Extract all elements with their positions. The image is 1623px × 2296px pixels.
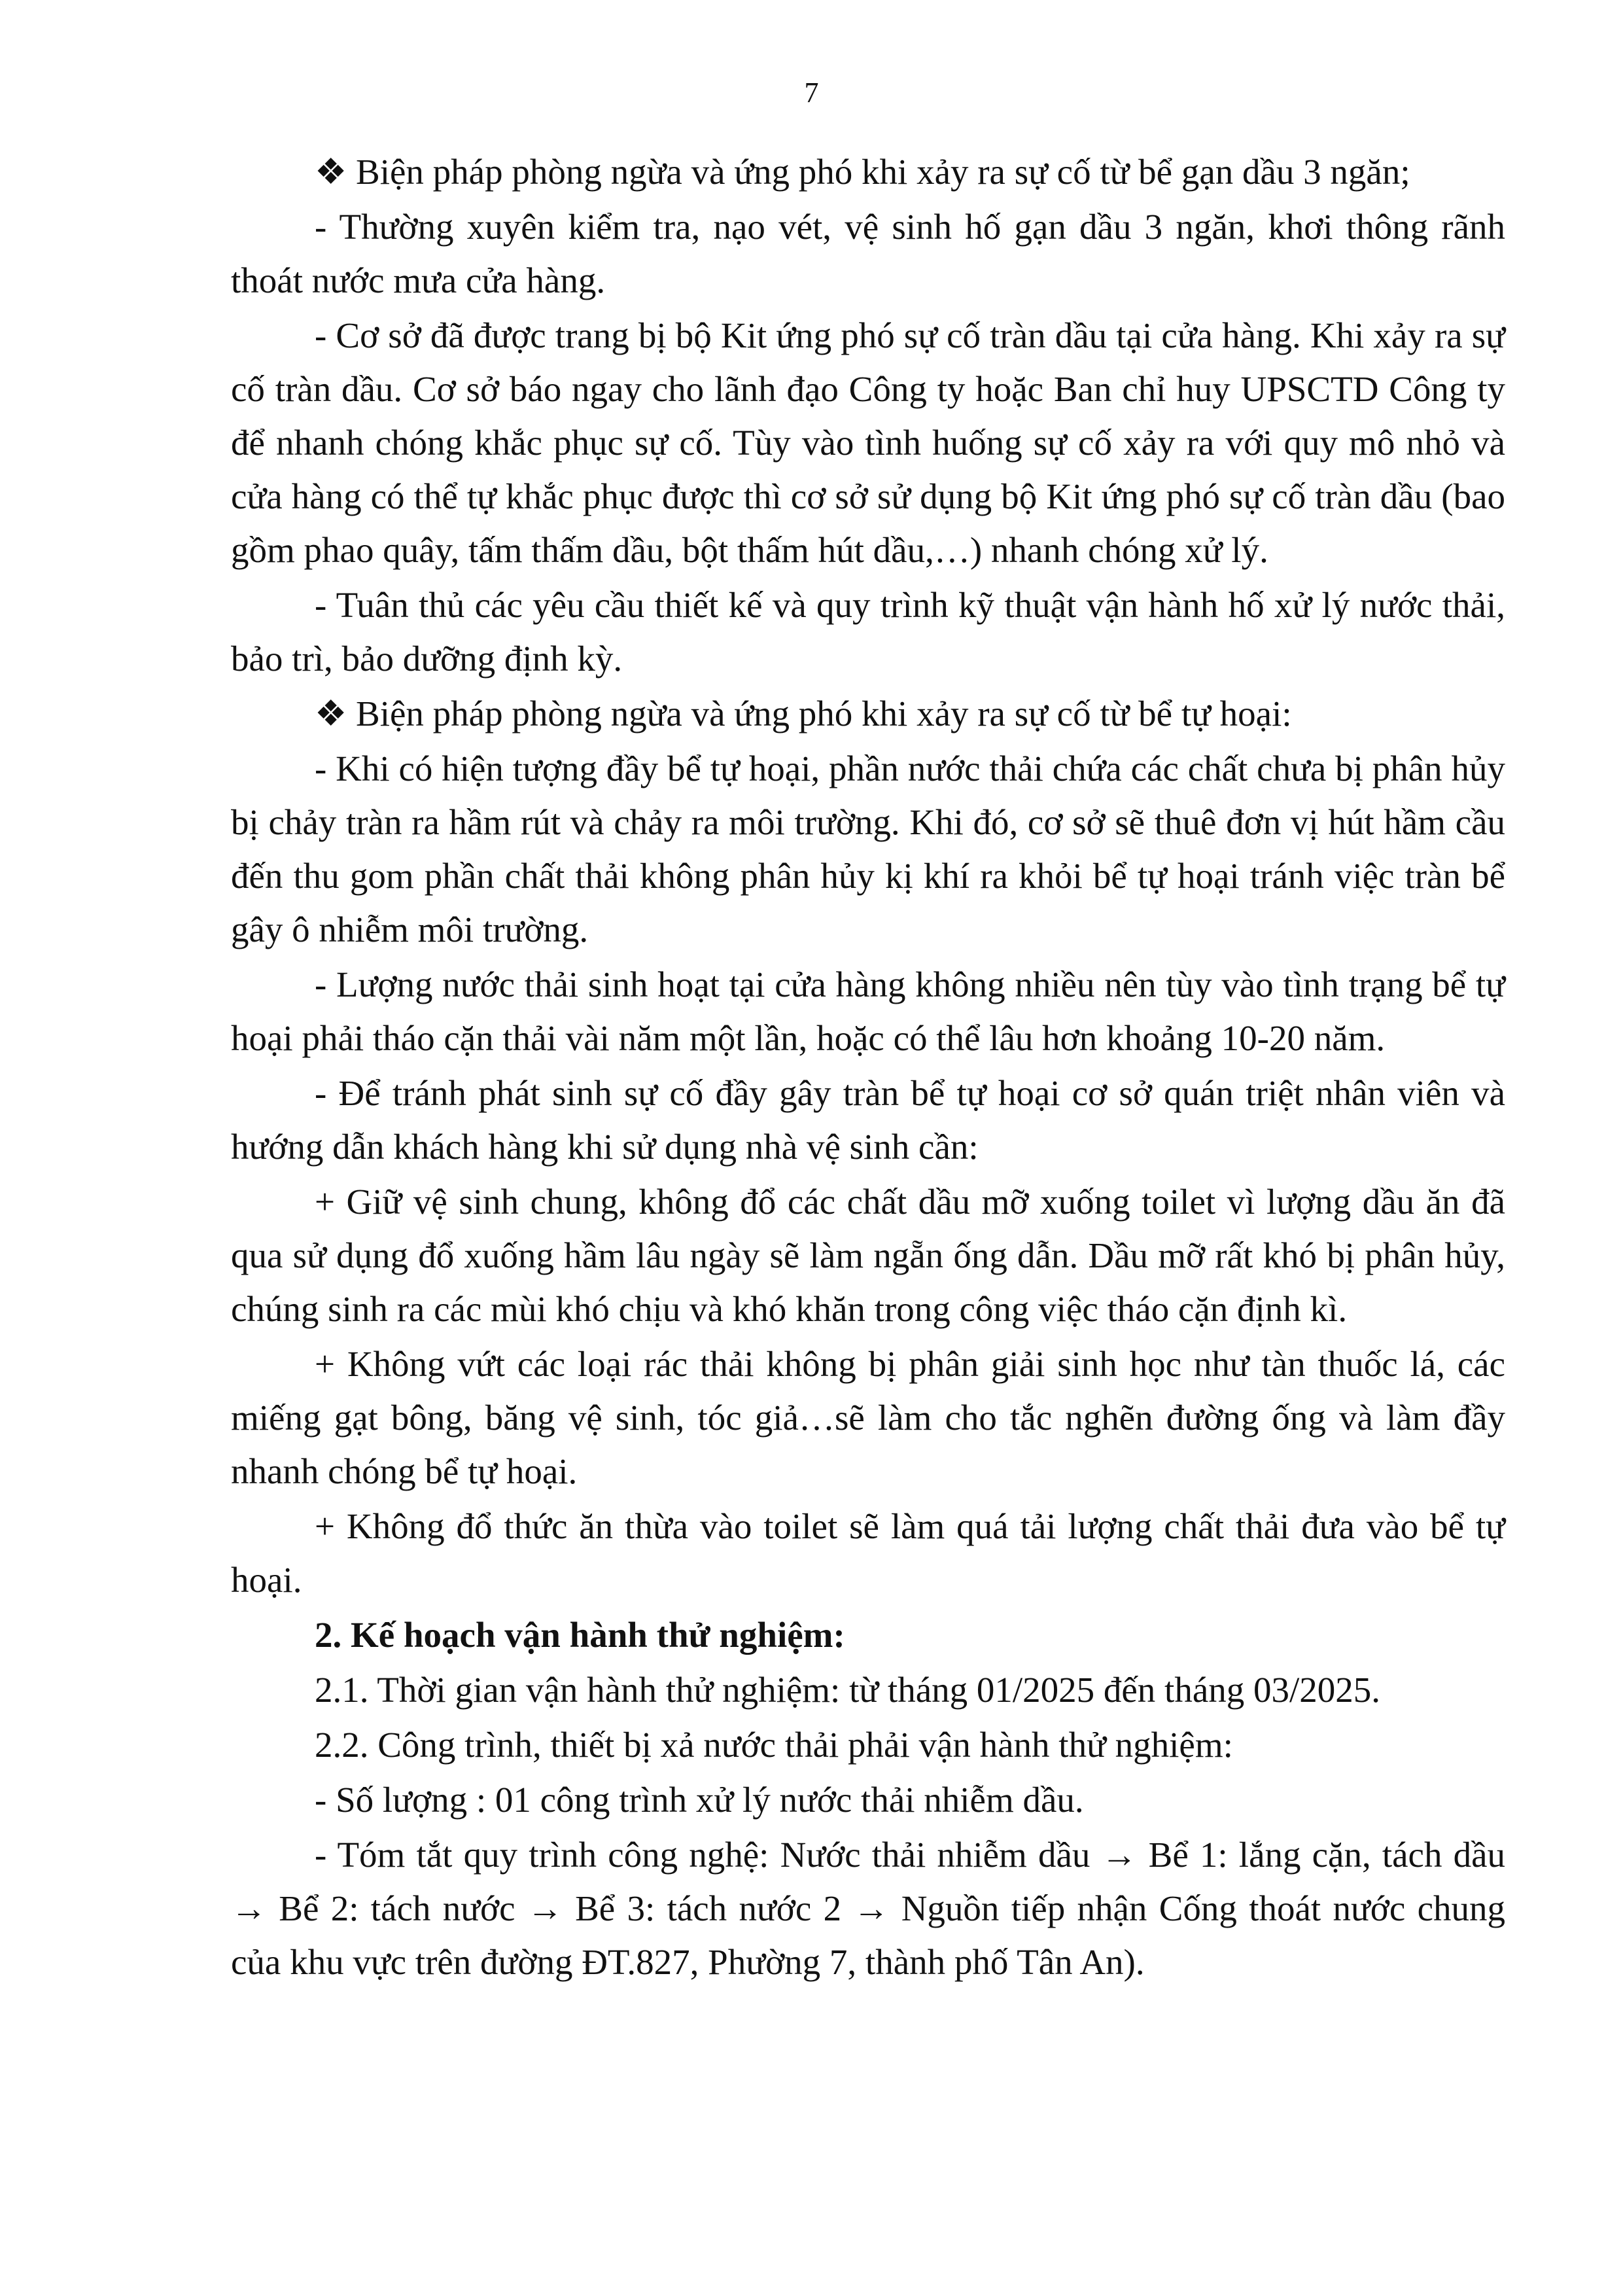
paragraph: - Lượng nước thải sinh hoạt tại cửa hàng không nhiều nên tùy vào tình trạng bể tự hoại phải tháo cặn thải vài năm một lần, hoặc có thể lâu hơn khoảng 10-20 năm. — [231, 964, 1505, 1058]
paragraph: 2.2. Công trình, thiết bị xả nước thải phải vận hành thử nghiệm: — [315, 1725, 1233, 1765]
paragraph: 2.1. Thời gian vận hành thử nghiệm: từ tháng 01/2025 đến tháng 03/2025. — [315, 1670, 1381, 1710]
section-heading-oil-separator: ❖ Biện pháp phòng ngừa và ứng phó khi xảy ra sự cố từ bể gạn dầu 3 ngăn; — [315, 152, 1410, 192]
section-title: 2. Kế hoạch vận hành thử nghiệm: — [315, 1615, 845, 1655]
list-item: + Không đổ thức ăn thừa vào toilet sẽ làm quá tải lượng chất thải đưa vào bể tự hoại. — [231, 1506, 1505, 1600]
page-number: 7 — [804, 77, 819, 109]
paragraph: - Tóm tắt quy trình công nghệ: Nước thải nhiễm dầu → Bể 1: lắng cặn, tách dầu → Bể 2: tách nước → Bể 3: tách nước 2 → Nguồn tiếp nhận Cống thoát nước chung của khu vực trên đường ĐT.827, Phường 7, thành phố Tân An). — [231, 1835, 1505, 1982]
paragraph: - Thường xuyên kiểm tra, nạo vét, vệ sinh hố gạn dầu 3 ngăn, khơi thông rãnh thoát nước mưa cửa hàng. — [231, 207, 1505, 300]
paragraph: - Số lượng : 01 công trình xử lý nước thải nhiễm dầu. — [315, 1780, 1084, 1820]
list-item: + Giữ vệ sinh chung, không đổ các chất dầu mỡ xuống toilet vì lượng dầu ăn đã qua sử dụng đổ xuống hầm lâu ngày sẽ làm ngẵn ống dẫn. Dầu mỡ rất khó bị phân hủy, chúng sinh ra các mùi khó chịu và khó khăn trong công việc tháo cặn định kì. — [231, 1182, 1505, 1329]
paragraph: - Khi có hiện tượng đầy bể tự hoại, phần nước thải chứa các chất chưa bị phân hủy bị chảy tràn ra hầm rút và chảy ra môi trường. Khi đó, cơ sở sẽ thuê đơn vị hút hầm cầu đến thu gom phần chất thải không phân hủy kị khí ra khỏi bể tự hoại tránh việc tràn bể gây ô nhiễm môi trường. — [231, 749, 1505, 949]
paragraph: - Cơ sở đã được trang bị bộ Kit ứng phó sự cố tràn dầu tại cửa hàng. Khi xảy ra sự cố tràn dầu. Cơ sở báo ngay cho lãnh đạo Công ty hoặc Ban chỉ huy UPSCTD Công ty để nhanh chóng khắc phục sự cố. Tùy vào tình huống sự cố xảy ra với quy mô nhỏ và cửa hàng có thể tự khắc phục được thì cơ sở sử dụng bộ Kit ứng phó sự cố tràn dầu (bao gồm phao quây, tấm thấm dầu, bột thấm hút dầu,…) nhanh chóng xử lý. — [231, 315, 1505, 570]
list-item: + Không vứt các loại rác thải không bị phân giải sinh học như tàn thuốc lá, các miếng gạt bông, băng vệ sinh, tóc giả…sẽ làm cho tắc nghẽn đường ống và làm đầy nhanh chóng bể tự hoại. — [231, 1344, 1505, 1491]
section-heading-septic-tank: ❖ Biện pháp phòng ngừa và ứng phó khi xảy ra sự cố từ bể tự hoại: — [315, 694, 1292, 733]
page-body — [231, 145, 1505, 1990]
paragraph: - Để tránh phát sinh sự cố đầy gây tràn bể tự hoại cơ sở quán triệt nhân viên và hướng dẫn khách hàng khi sử dụng nhà vệ sinh cần: — [231, 1073, 1505, 1167]
paragraph: - Tuân thủ các yêu cầu thiết kế và quy trình kỹ thuật vận hành hố xử lý nước thải, bảo trì, bảo dưỡng định kỳ. — [231, 585, 1505, 679]
